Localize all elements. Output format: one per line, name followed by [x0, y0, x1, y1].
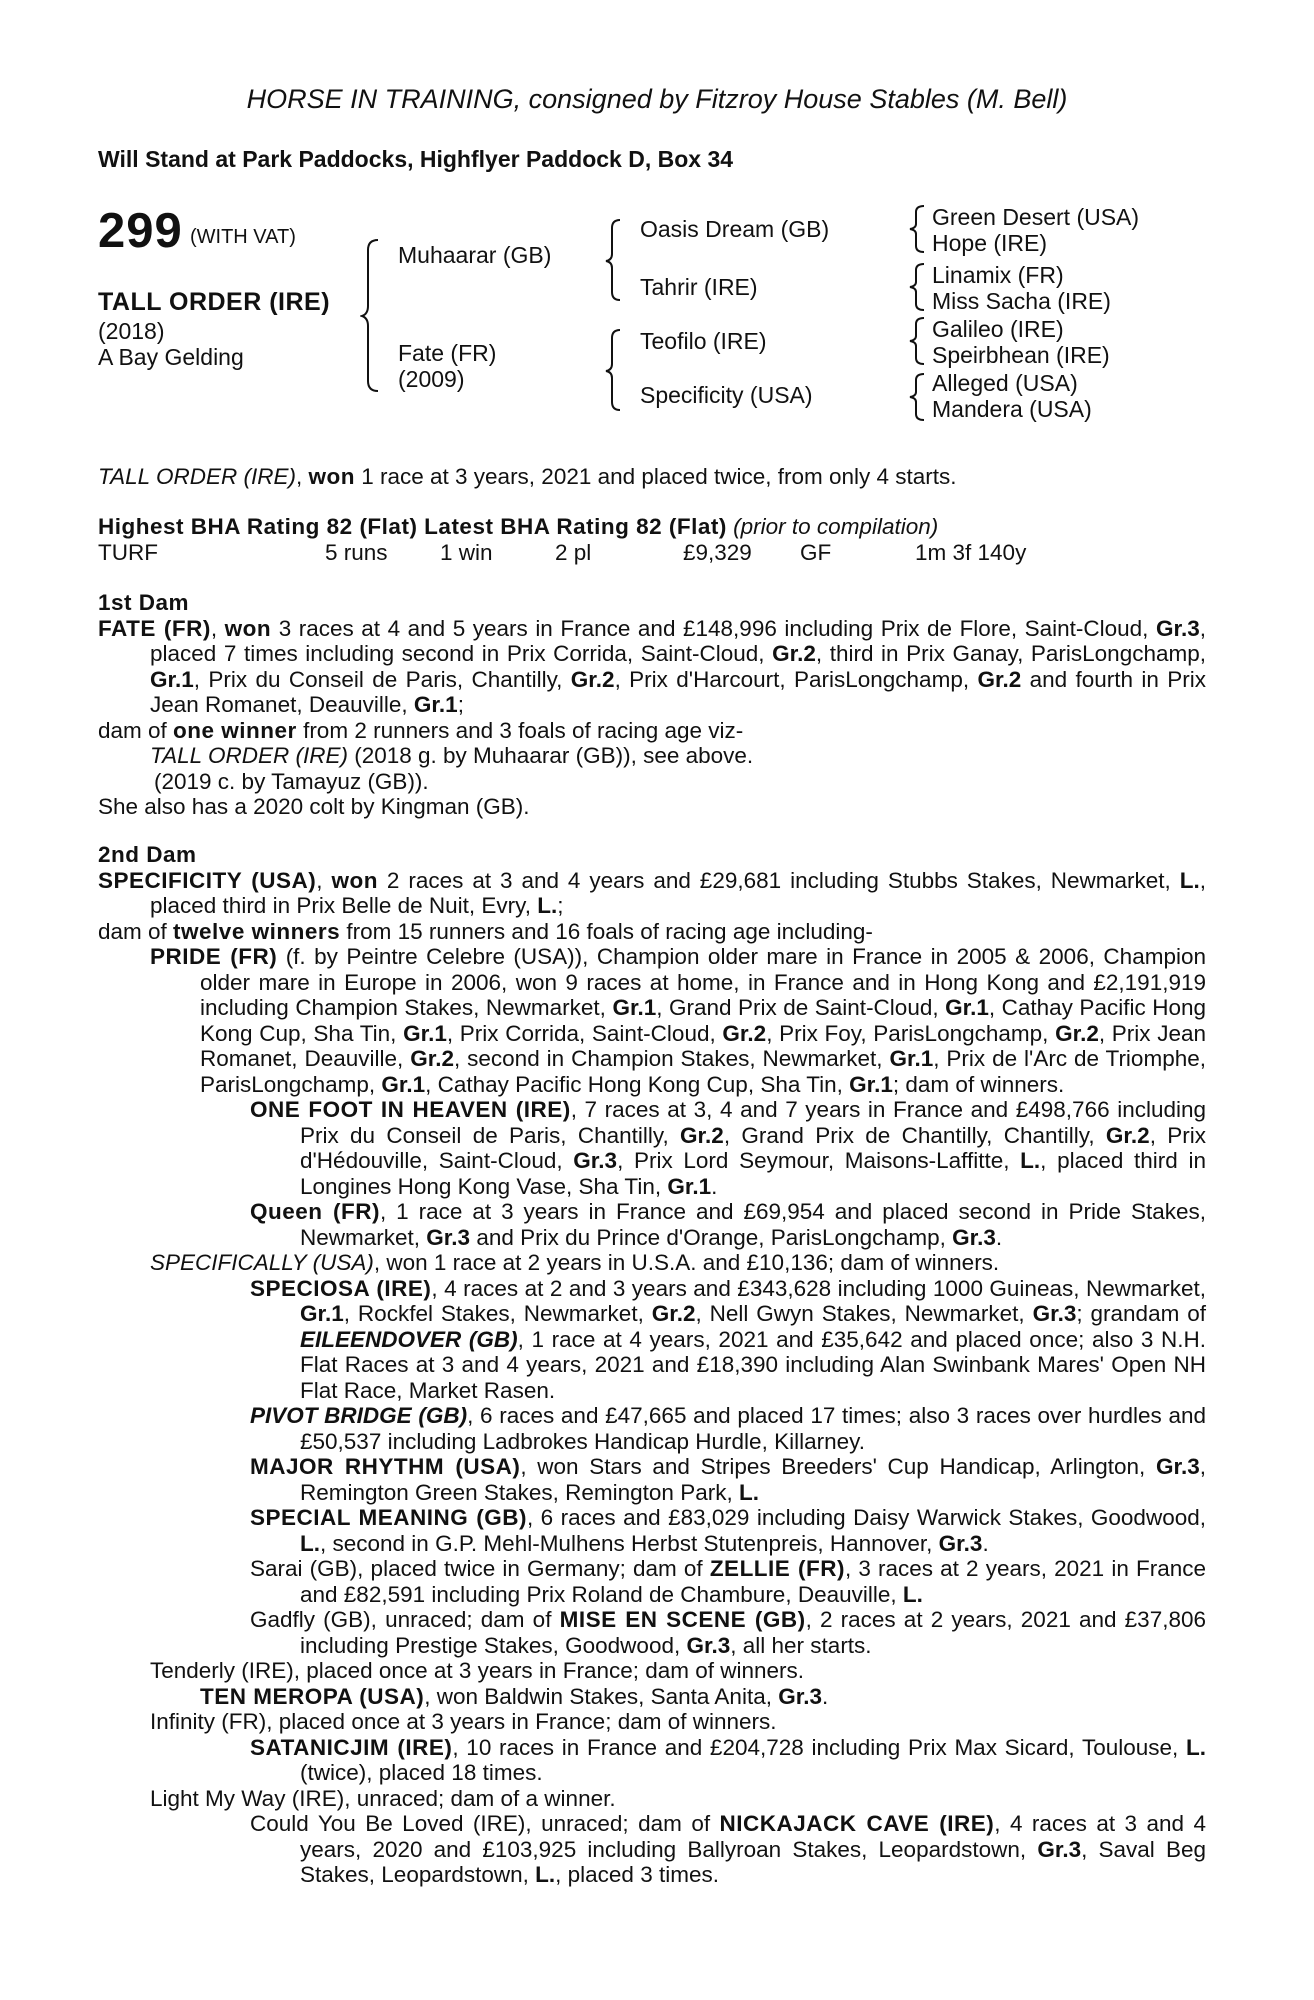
- text-fragment: .: [822, 1683, 829, 1709]
- record-placed: 2 pl: [555, 540, 592, 565]
- second-dam-produce-summary: [98, 919, 1206, 945]
- horse-year: (2018): [98, 318, 165, 344]
- grade: Gr.1: [945, 995, 989, 1020]
- produce-pivot-bridge: [98, 1403, 1206, 1454]
- pedigree-brace-3a: [908, 204, 928, 254]
- produce-name: Queen (FR): [250, 1199, 380, 1224]
- text-fragment: , placed third in Prix Belle de Nuit, Evry,: [150, 867, 1206, 918]
- text-fragment: , Prix Foy, ParisLongchamp,: [766, 1020, 1056, 1046]
- second-dam-won: won: [331, 867, 378, 893]
- pedigree-sss: Green Desert (USA): [932, 204, 1140, 230]
- record-going: GF: [800, 540, 832, 565]
- text-fragment: and fourth in Prix Jean Romanet, Deauville,: [150, 666, 1206, 717]
- second-dam-record: [98, 868, 1206, 919]
- pedigree-brace-dam: [604, 328, 624, 413]
- pedigree-sire-dam: Tahrir (IRE): [640, 274, 758, 300]
- pedigree-brace-3d: [908, 372, 928, 422]
- pedigree-ssd: Hope (IRE): [932, 230, 1048, 256]
- ratings-label: Highest BHA Rating 82 (Flat) Latest BHA Rating 82 (Flat): [98, 514, 727, 539]
- text-fragment: ; grandam of: [1076, 1301, 1206, 1326]
- text-fragment: from 15 runners and 16 foals of racing age including-: [340, 918, 873, 944]
- text-fragment: , Prix d'Harcourt, ParisLongchamp,: [614, 666, 978, 692]
- grade: Gr.3: [1032, 1301, 1077, 1326]
- produce-name: NICKAJACK CAVE (IRE): [719, 1811, 995, 1836]
- grade: Gr.3: [952, 1224, 996, 1250]
- text-fragment: , Grand Prix de Chantilly, Chantilly,: [723, 1122, 1106, 1148]
- first-dam-name: FATE (FR): [98, 615, 211, 641]
- record-surface: TURF: [98, 540, 158, 565]
- page-title: HORSE IN TRAINING, consigned by Fitzroy House Stables (M. Bell): [246, 84, 1068, 114]
- grade: Gr.1: [612, 995, 657, 1020]
- produce-speciosa: [98, 1276, 1206, 1404]
- grade: L.: [535, 1862, 556, 1887]
- text-fragment: dam of: [98, 918, 174, 944]
- pedigree-sire-sire: Oasis Dream (GB): [640, 216, 830, 242]
- text-fragment: , Prix Corrida, Saint-Cloud,: [446, 1020, 723, 1046]
- text-fragment: (f. by Peintre Celebre (USA)), Champion older mare in France in 2005 & 2006, Champion older mare in Europe in 2006, won 9 races at home, in France and in Hong Kong and £2,191,919 including Champion Stakes, Newmarket,: [200, 944, 1206, 1020]
- text-fragment: , placed 7 times including second in Prix Corrida, Saint-Cloud,: [150, 615, 1207, 666]
- text-fragment: Sarai (GB), placed twice in Germany; dam of: [250, 1556, 710, 1581]
- grade: Gr.3: [1155, 1454, 1200, 1479]
- grade: L.: [738, 1479, 759, 1505]
- text-fragment: , Saval Beg Stakes, Leopardstown,: [300, 1836, 1206, 1887]
- grade: L.: [537, 893, 558, 918]
- pedigree-sds: Linamix (FR): [932, 262, 1064, 288]
- second-dam-name: SPECIFICITY (USA): [98, 867, 317, 893]
- race-summary: [98, 464, 1206, 490]
- pedigree-brace-sire: [604, 218, 624, 303]
- vat-note: (WITH VAT): [190, 226, 296, 248]
- text-fragment: .: [711, 1173, 718, 1199]
- pedigree-dam: Fate (FR): [398, 340, 497, 366]
- grade: Gr.2: [1055, 1020, 1099, 1046]
- produce-name: MAJOR RHYTHM (USA): [250, 1454, 521, 1479]
- text-fragment: , Prix du Conseil de Paris, Chantilly,: [193, 666, 571, 692]
- grade: L.: [1020, 1148, 1041, 1173]
- pedigree-sire: Muhaarar (GB): [398, 242, 552, 268]
- text-fragment: , 1 race at 4 years, 2021 and £35,642 and placed once; also 3 N.H. Flat Races at 3 and 4 years, 2021 and £18,390 including Alan Swinbank Mares' Open NH Flat Race, Market Rasen.: [300, 1326, 1206, 1403]
- text-fragment: .: [982, 1530, 989, 1556]
- first-dam-produce-summary: [98, 718, 1206, 744]
- text-fragment: ; dam of winners.: [892, 1071, 1065, 1097]
- produce-tenderly: Tenderly (IRE), placed once at 3 years in France; dam of winners.: [150, 1658, 805, 1683]
- text-fragment: from 2 runners and 3 foals of racing age viz-: [296, 717, 744, 743]
- produce-name: ONE FOOT IN HEAVEN (IRE): [250, 1097, 571, 1122]
- produce-pride: [98, 944, 1206, 1097]
- grade: Gr.1: [381, 1071, 426, 1097]
- grade: Gr.3: [426, 1224, 471, 1250]
- first-dam-record: [98, 616, 1206, 718]
- text-fragment: 2 races at 3 and 4 years and £29,681 including Stubbs Stakes, Newmarket,: [377, 867, 1180, 893]
- pedigree-brace-3b: [908, 262, 928, 312]
- grade: L.: [902, 1581, 923, 1607]
- pedigree-sdd: Miss Sacha (IRE): [932, 288, 1111, 314]
- text-fragment: ;: [557, 893, 564, 918]
- pedigree-dam-year: (2009): [398, 366, 465, 392]
- produce-name: SATANICJIM (IRE): [250, 1734, 453, 1760]
- text-fragment: , third in Prix Ganay, ParisLongchamp,: [815, 641, 1206, 666]
- grade: Gr.2: [651, 1301, 696, 1326]
- grade: Gr.1: [889, 1046, 934, 1071]
- grade: L.: [1179, 867, 1200, 893]
- pedigree-dds: Alleged (USA): [932, 370, 1078, 396]
- grade: Gr.1: [667, 1173, 712, 1199]
- summary-sep: ,: [295, 464, 309, 489]
- grade: Gr.2: [410, 1046, 454, 1071]
- grade: Gr.3: [686, 1632, 731, 1658]
- text-fragment: , won Stars and Stripes Breeders' Cup Handicap, Arlington,: [520, 1454, 1156, 1479]
- text-fragment: 3 races at 4 and 5 years in France and £148,996 including Prix de Flore, Saint-Cloud,: [271, 615, 1156, 641]
- text-fragment: , won Baldwin Stakes, Santa Anita,: [424, 1683, 779, 1709]
- produce-one-foot-in-heaven: [98, 1097, 1206, 1199]
- produce-gadfly: [98, 1607, 1206, 1658]
- produce-ten-meropa: [98, 1684, 1206, 1710]
- first-dam-section: [98, 590, 1206, 820]
- text-fragment: , placed 3 times.: [555, 1862, 719, 1887]
- record-distance: 1m 3f 140y: [915, 540, 1027, 565]
- grade: Gr.2: [977, 666, 1022, 692]
- pedigree-ddd: Mandera (USA): [932, 396, 1092, 422]
- produce-sarai: [98, 1556, 1206, 1607]
- produce-name: ZELLIE (FR): [709, 1556, 845, 1581]
- ratings-line: [98, 514, 1206, 540]
- text-fragment: ;: [457, 692, 464, 717]
- produce-satanicjim: [98, 1735, 1206, 1786]
- text-fragment: Could You Be Loved (IRE), unraced; dam of: [250, 1811, 720, 1836]
- text-fragment: , 10 races in France and £204,728 including Prix Max Sicard, Toulouse,: [452, 1734, 1186, 1760]
- stand-location: Will Stand at Park Paddocks, Highflyer Paddock D, Box 34: [98, 146, 734, 172]
- record-prize: £9,329: [683, 540, 752, 565]
- pedigree-dss: Galileo (IRE): [932, 316, 1064, 342]
- text-fragment: Gadfly (GB), unraced; dam of: [250, 1607, 560, 1632]
- pedigree-brace-3c: [908, 316, 928, 366]
- ratings-note: (prior to compilation): [733, 514, 939, 539]
- text-fragment: , Prix de l'Arc de Triomphe, ParisLongchamp,: [200, 1046, 1206, 1097]
- text-fragment: , Rockfel Stakes, Newmarket,: [343, 1301, 652, 1326]
- grade: Gr.2: [570, 666, 615, 692]
- text-fragment: , 7 races at 3, 4 and 7 years in France and £498,766 including Prix du Conseil de Paris, Chantilly,: [300, 1097, 1207, 1148]
- grade: Gr.1: [849, 1071, 893, 1097]
- grade: Gr.3: [778, 1683, 822, 1709]
- text-fragment: , second in G.P. Mehl-Mulhens Herbst Stutenpreis, Hannover,: [320, 1530, 939, 1556]
- horse-description: A Bay Gelding: [98, 344, 244, 370]
- pedigree-brace-gen1: [360, 238, 382, 393]
- produce-name: SPECIAL MEANING (GB): [250, 1505, 527, 1530]
- summary-horse-name: TALL ORDER (IRE): [98, 464, 296, 489]
- text-fragment: , 4 races at 2 and 3 years and £343,628 including 1000 Guineas, Newmarket,: [431, 1275, 1206, 1301]
- grade: Gr.1: [413, 692, 458, 717]
- grade: Gr.3: [938, 1530, 983, 1556]
- produce-name: MISE EN SCENE (GB): [559, 1607, 806, 1632]
- text-fragment: , second in Champion Stakes, Newmarket,: [453, 1046, 890, 1071]
- text-fragment: , Nell Gwyn Stakes, Newmarket,: [695, 1301, 1033, 1326]
- grade: Gr.2: [1105, 1122, 1150, 1148]
- grade: L.: [1185, 1734, 1206, 1760]
- sep: ,: [210, 615, 225, 641]
- text-fragment: , 1 race at 3 years in France and £69,954 and placed second in Pride Stakes, Newmarket,: [300, 1199, 1206, 1250]
- text-fragment: , Cathay Pacific Hong Kong Cup, Sha Tin,: [425, 1071, 850, 1097]
- produce-name: PRIDE (FR): [150, 944, 278, 969]
- text-fragment: , Grand Prix de Saint-Cloud,: [656, 995, 946, 1020]
- first-dam-won: won: [224, 615, 272, 641]
- produce-specifically: [98, 1250, 1206, 1276]
- grade: Gr.1: [150, 666, 194, 692]
- grade: Gr.1: [403, 1020, 447, 1046]
- grade: Gr.2: [722, 1020, 767, 1046]
- text-fragment: , all her starts.: [730, 1632, 872, 1658]
- grade: Gr.2: [680, 1122, 724, 1148]
- winners-count: one winner: [173, 717, 297, 743]
- produce-queen: [98, 1199, 1206, 1250]
- text-fragment: .: [995, 1224, 1003, 1250]
- text-fragment: , 2 races at 2 years, 2021 and £37,806 including Prestige Stakes, Goodwood,: [300, 1607, 1207, 1658]
- produce-could-you-be-loved: [98, 1811, 1206, 1888]
- produce-name: TALL ORDER (IRE): [150, 743, 348, 768]
- produce-name: SPECIOSA (IRE): [250, 1275, 432, 1301]
- grade: Gr.3: [1155, 615, 1200, 641]
- first-dam-also: She also has a 2020 colt by Kingman (GB).: [98, 794, 530, 819]
- text-fragment: , 6 races and £47,665 and placed 17 times; also 3 races over hurdles and £50,537 including Ladbrokes Handicap Hurdle, Killarney.: [300, 1403, 1206, 1454]
- text-fragment: , Prix d'Hédouville, Saint-Cloud,: [300, 1122, 1206, 1173]
- text-fragment: , Prix Jean Romanet, Deauville,: [200, 1020, 1206, 1071]
- pedigree-dam-sire: Teofilo (IRE): [640, 328, 767, 354]
- pedigree-dam-dam: Specificity (USA): [640, 382, 813, 408]
- grade: Gr.3: [1037, 1836, 1082, 1862]
- text-fragment: , placed third in Longines Hong Kong Vase, Sha Tin,: [300, 1148, 1206, 1199]
- grade: L.: [300, 1530, 320, 1556]
- record-runs: 5 runs: [325, 540, 388, 565]
- text-fragment: , Remington Green Stakes, Remington Park,: [300, 1454, 1206, 1505]
- lot-number: 299: [98, 204, 183, 258]
- grade: Gr.2: [772, 641, 816, 666]
- sep: ,: [316, 867, 332, 893]
- text-fragment: , 4 races at 3 and 4 years, 2020 and £103,925 including Ballyroan Stakes, Leopardstown,: [300, 1811, 1206, 1862]
- text-fragment: , won 1 race at 2 years in U.S.A. and £10,136; dam of winners.: [373, 1250, 1000, 1275]
- text-fragment: , Prix Lord Seymour, Maisons-Laffitte,: [617, 1148, 1021, 1173]
- produce-item: (2019 c. by Tamayuz (GB)).: [154, 768, 429, 794]
- text-fragment: and Prix du Prince d'Orange, ParisLongchamp,: [470, 1224, 953, 1250]
- winners-count: twelve winners: [173, 918, 341, 944]
- record-wins: 1 win: [440, 540, 493, 565]
- produce-name: EILEENDOVER (GB): [300, 1326, 518, 1352]
- produce-major-rhythm: [98, 1454, 1206, 1505]
- produce-name: PIVOT BRIDGE (GB): [250, 1403, 468, 1428]
- summary-text: 1 race at 3 years, 2021 and placed twice, from only 4 starts.: [354, 464, 957, 489]
- produce-name: TEN MEROPA (USA): [200, 1683, 425, 1709]
- text-fragment: (twice), placed 18 times.: [300, 1760, 543, 1785]
- text-fragment: dam of: [98, 717, 174, 743]
- first-dam-heading: 1st Dam: [98, 590, 190, 615]
- produce-infinity: Infinity (FR), placed once at 3 years in France; dam of winners.: [150, 1709, 777, 1734]
- horse-name: TALL ORDER (IRE): [98, 288, 331, 316]
- text-fragment: , Cathay Pacific Hong Kong Cup, Sha Tin,: [200, 995, 1206, 1046]
- second-dam-heading: 2nd Dam: [98, 842, 197, 867]
- produce-name: SPECIFICALLY (USA): [150, 1250, 374, 1275]
- summary-won: won: [308, 464, 355, 489]
- produce-light-my-way: Light My Way (IRE), unraced; dam of a winner.: [150, 1785, 616, 1811]
- grade: Gr.3: [573, 1148, 618, 1173]
- grade: Gr.1: [300, 1301, 344, 1326]
- text-fragment: , 3 races at 2 years, 2021 in France and £82,591 including Prix Roland de Chambure, Deauville,: [300, 1556, 1207, 1607]
- produce-item: [98, 743, 1206, 769]
- text-fragment: (2018 g. by Muhaarar (GB)), see above.: [347, 743, 754, 768]
- pedigree-dsd: Speirbhean (IRE): [932, 342, 1110, 368]
- produce-special-meaning: [98, 1505, 1206, 1556]
- text-fragment: , 6 races and £83,029 including Daisy Warwick Stakes, Goodwood,: [526, 1505, 1206, 1530]
- second-dam-section: [98, 842, 1206, 1888]
